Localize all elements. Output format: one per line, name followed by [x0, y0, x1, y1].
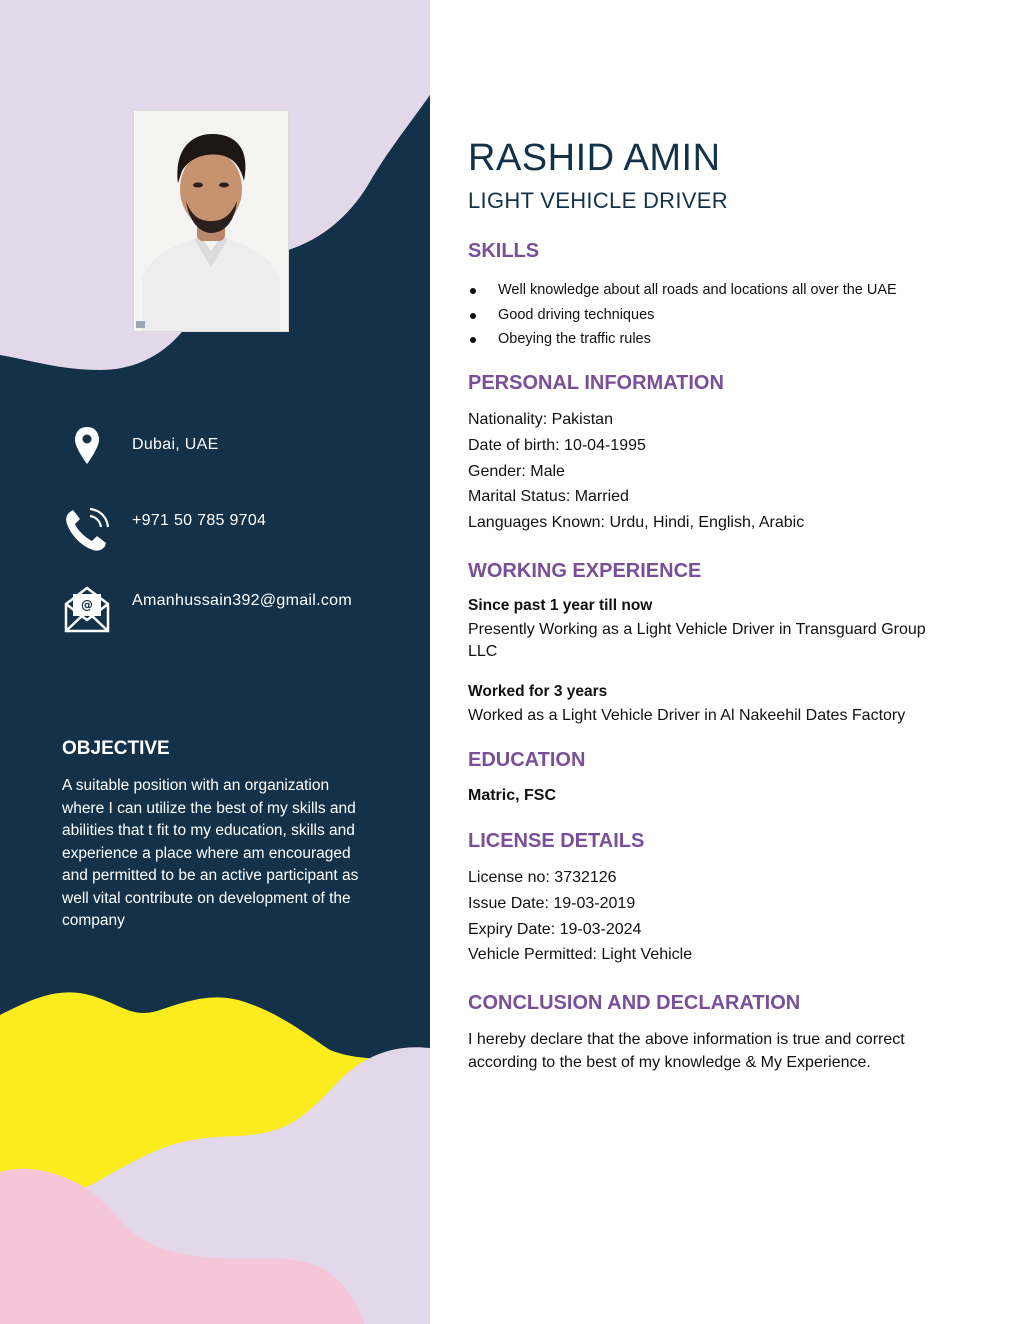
education-text: Matric, FSC	[468, 787, 557, 804]
list-item: Nationality: Pakistan	[468, 411, 613, 428]
svg-text:@: @	[81, 598, 93, 612]
experience-description: Presently Working as a Light Vehicle Driver in Transguard Group LLC	[468, 621, 926, 660]
list-item: Vehicle Permitted: Light Vehicle	[468, 946, 693, 964]
skills-list	[468, 278, 897, 352]
experience-period: Since past 1 year till now	[468, 597, 653, 614]
personal-info-heading: PERSONAL INFORMATION	[468, 372, 724, 394]
skills-heading: SKILLS	[468, 240, 540, 262]
contact-email	[62, 584, 422, 640]
experience-description: Worked as a Light Vehicle Driver in Al Nakeehil Dates Factory	[468, 707, 906, 724]
experience-heading: WORKING EXPERIENCE	[468, 560, 702, 582]
profile-photo	[134, 111, 288, 331]
email-text: Amanhussain392@gmail.com	[132, 592, 352, 609]
list-item: Languages Known: Urdu, Hindi, English, Arabic	[468, 514, 805, 532]
location-text: Dubai, UAE	[132, 436, 219, 453]
license-heading: LICENSE DETAILS	[468, 830, 645, 852]
list-item: Good driving techniques	[468, 303, 897, 328]
list-item: Well knowledge about all roads and locations all over the UAE	[468, 278, 897, 303]
contact-location	[62, 424, 422, 480]
objective-text: A suitable position with an organization where I can utilize the best of my skills and abilities that t fit to my education, skills and experience a place where am encouraged and permitted to be an active participant as well vital contribute on development of the company	[62, 777, 359, 929]
declaration-heading: CONCLUSION AND DECLARATION	[468, 992, 801, 1014]
experience-period: Worked for 3 years	[468, 683, 608, 700]
candidate-name: RASHID AMIN	[468, 137, 721, 179]
list-item: Gender: Male	[468, 462, 565, 480]
list-item: License no: 3732126	[468, 869, 617, 886]
license-list	[468, 865, 692, 968]
candidate-role: LIGHT VEHICLE DRIVER	[468, 188, 728, 213]
education-heading: EDUCATION	[468, 749, 586, 771]
list-item: Expiry Date: 19-03-2024	[468, 920, 642, 938]
objective-heading: OBJECTIVE	[62, 738, 170, 759]
sidebar	[0, 0, 430, 1324]
phone-icon	[62, 504, 112, 554]
envelope-icon	[62, 584, 112, 634]
declaration-text: I hereby declare that the above information is true and correct according to the best of my knowledge & My Experience.	[468, 1031, 905, 1071]
list-item: Issue Date: 19-03-2019	[468, 894, 636, 912]
contact-phone	[62, 504, 422, 560]
list-item: Marital Status: Married	[468, 488, 629, 506]
list-item: Date of birth: 10-04-1995	[468, 436, 646, 454]
personal-info-list	[468, 407, 804, 536]
list-item: Obeying the traffic rules	[468, 327, 897, 352]
phone-text: +971 50 785 9704	[132, 512, 267, 529]
location-pin-icon	[62, 424, 112, 474]
